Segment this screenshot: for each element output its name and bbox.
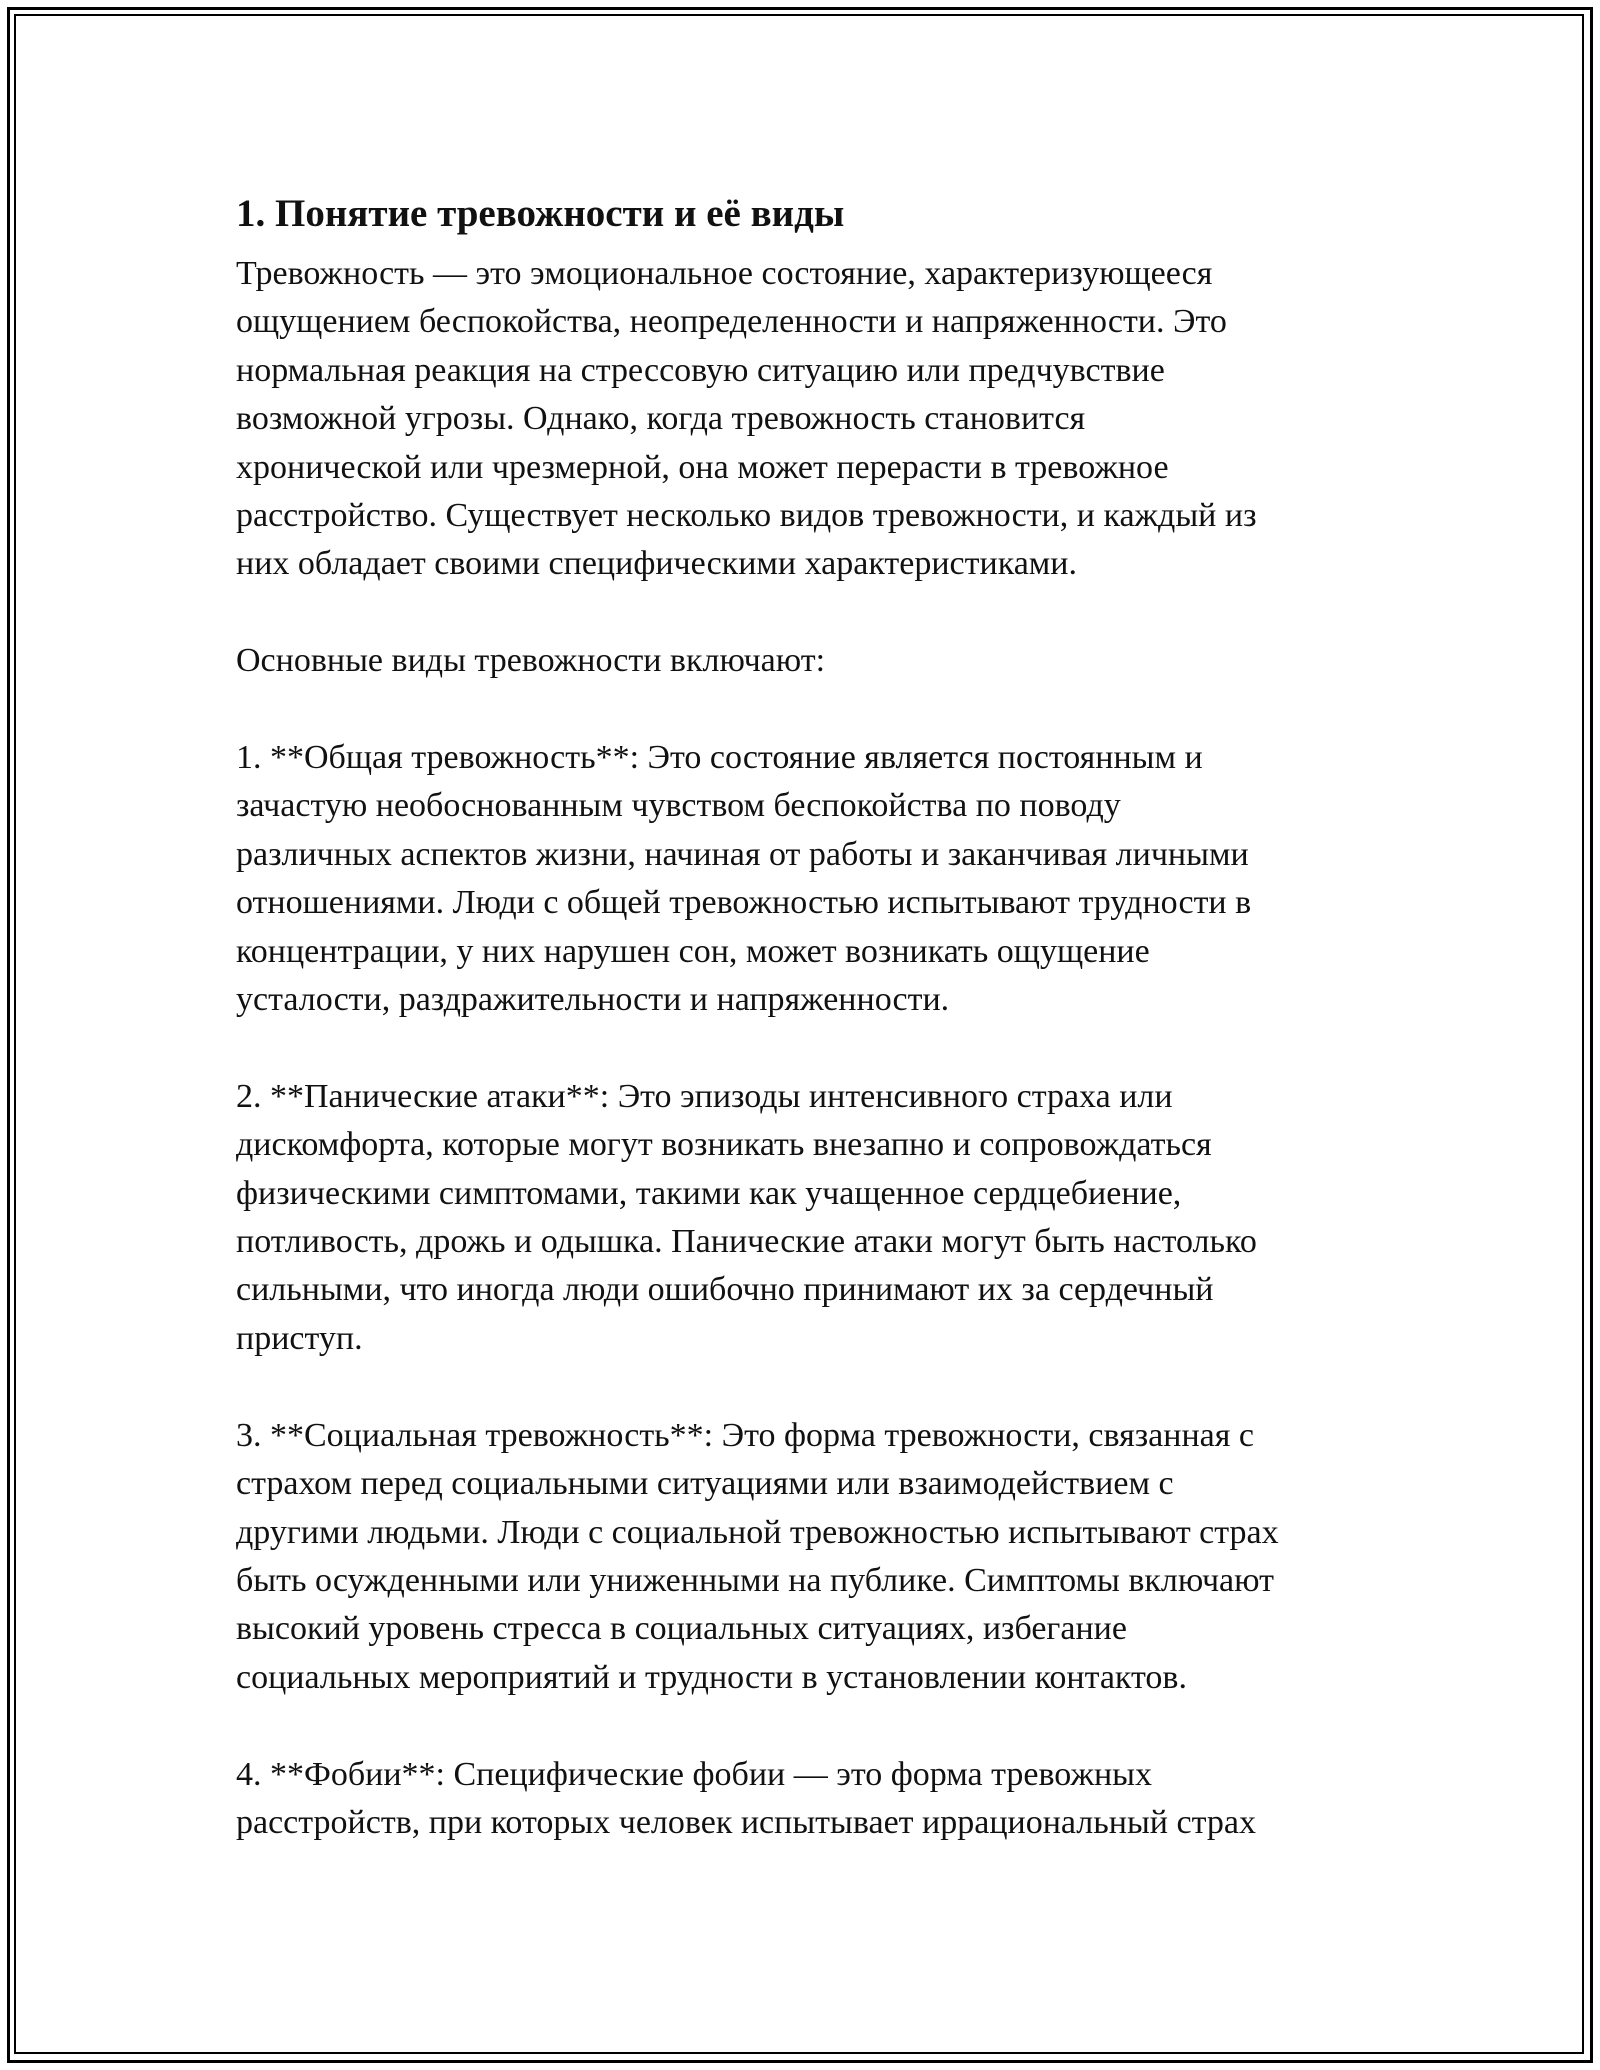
intro-paragraph: Тревожность — это эмоциональное состояние, характеризующееся ощущением беспокойства, неопределенности и напряженности. Это нормальная реакция на стрессовую ситуацию или предчувствие возможной угрозы. Однако, когда тревожность становится хронической или чрезмерной, она может перерасти в тревожное расстройство. Существует несколько видов тревожности, и каждый из них обладает своими специфическими характеристиками.	[236, 255, 1257, 583]
general-anxiety-paragraph: 1. **Общая тревожность**: Это состояние является постоянным и зачастую необоснованным чувством беспокойства по поводу различных аспектов жизни, начиная от работы и заканчивая личными отношениями. Люди с общей тревожностью испытывают трудности в концентрации, у них нарушен сон, может возникать ощущение усталости, раздражительности и напряженности.	[236, 739, 1252, 1019]
types-intro-paragraph: Основные виды тревожности включают:	[236, 642, 826, 680]
panic-attacks-paragraph: 2. **Панические атаки**: Это эпизоды интенсивного страха или дискомфорта, которые могут возникать внезапно и сопровождаться физическими симптомами, такими как учащенное сердцебиение, потливость, дрожь и одышка. Панические атаки могут быть настолько сильными, что иногда люди ошибочно принимают их за сердечный приступ.	[236, 1077, 1257, 1357]
social-anxiety-paragraph: 3. **Социальная тревожность**: Это форма тревожности, связанная с страхом перед социальными ситуациями или взаимодействием с другими людьми. Люди с социальной тревожностью испытывают страх быть осужденными или униженными на публике. Симптомы включают высокий уровень стресса в социальных ситуациях, избегание социальных мероприятий и трудности в установлении контактов.	[236, 1416, 1279, 1696]
phobias-paragraph: 4. **Фобии**: Специфические фобии — это форма тревожных расстройств, при которых человек испытывает иррациональный страх	[236, 1755, 1256, 1841]
document-body	[236, 186, 1386, 1896]
section-heading: 1. Понятие тревожности и её виды	[236, 192, 845, 235]
